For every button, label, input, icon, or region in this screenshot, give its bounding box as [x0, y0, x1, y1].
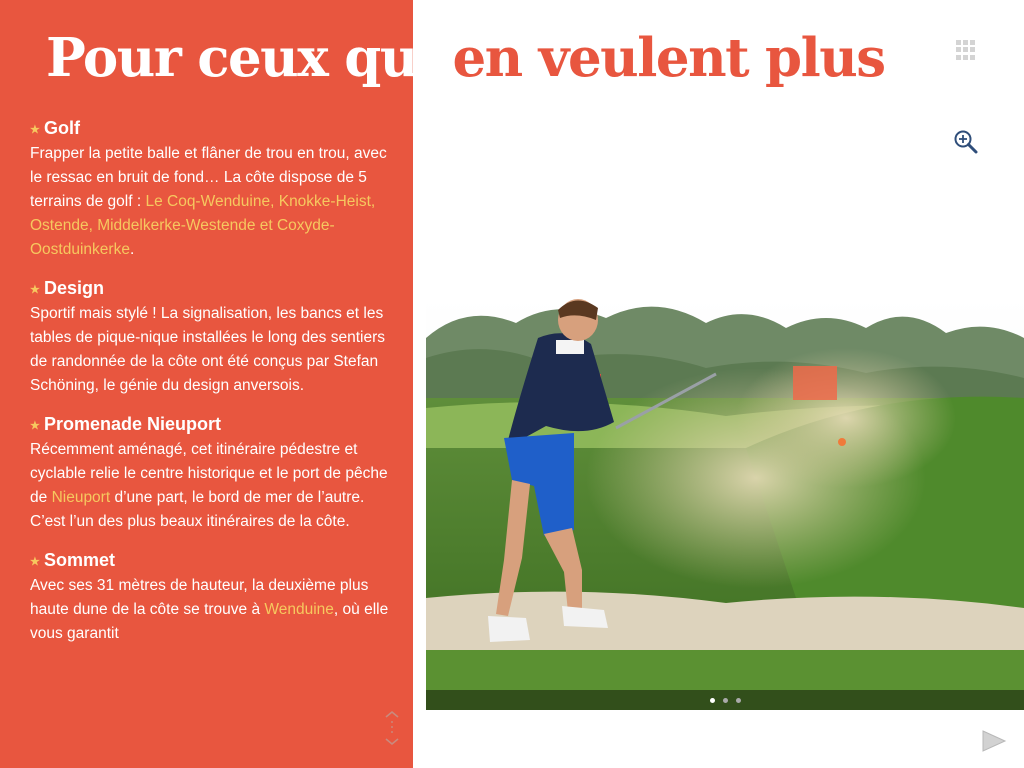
gallery-dot[interactable]: [736, 698, 741, 703]
section-heading-text: Design: [44, 278, 105, 298]
grid-dot: [963, 47, 968, 52]
body-text: Sportif mais stylé ! La signalisation, les bancs et les tables de pique-nique installées le long des sentiers de randonnée de la côte ont été conçus par Stefan Schöning, le génie du design anversois.: [30, 305, 386, 394]
star-bullet-icon: ★: [30, 556, 40, 568]
next-arrow-icon[interactable]: [980, 728, 1008, 754]
grid-dot: [970, 55, 975, 60]
body-text: , où elle vous garantit: [30, 601, 389, 642]
section-design: [30, 276, 400, 398]
section-body: [30, 438, 400, 534]
star-bullet-icon: ★: [30, 284, 40, 296]
section-body: [30, 574, 400, 646]
grid-dot: [963, 40, 968, 45]
section-promenade: [30, 412, 400, 534]
wenduine-link[interactable]: Wenduine: [264, 601, 334, 618]
golf-courses-link[interactable]: Le Coq-Wenduine, Knokke-Heist, Ostende, Middelkerke-Westende et Coxyde-Oostduinkerke: [30, 193, 376, 258]
section-heading: [30, 412, 400, 438]
grid-icon[interactable]: [956, 40, 976, 60]
star-bullet-icon: ★: [30, 420, 40, 432]
zoom-in-icon[interactable]: [953, 129, 979, 155]
body-text: Récemment aménagé, cet itinéraire pédestre et cyclable relie le centre historique et le port de pêche de: [30, 441, 388, 506]
section-heading-text: Promenade Nieuport: [44, 414, 222, 434]
body-text: d’une part, le bord de mer de l’autre. C’est l’un des plus beaux itinéraires de la côte.: [30, 489, 365, 530]
section-sommet: [30, 548, 400, 646]
section-heading: [30, 548, 400, 574]
gallery-dot[interactable]: [723, 698, 728, 703]
scroll-fade: [0, 728, 413, 768]
article-content: [30, 116, 400, 660]
section-heading-text: Golf: [44, 118, 80, 138]
page-title: [46, 20, 885, 96]
section-body: [30, 302, 400, 398]
grid-dot: [970, 47, 975, 52]
grid-dot: [956, 55, 961, 60]
section-heading-text: Sommet: [44, 550, 116, 570]
body-text: .: [129, 241, 135, 258]
golf-photo-gallery[interactable]: [426, 298, 1024, 710]
section-body: [30, 142, 400, 262]
star-bullet-icon: ★: [30, 124, 40, 136]
golf-photo: [426, 298, 1024, 710]
grid-dot: [970, 40, 975, 45]
body-text: Avec ses 31 mètres de hauteur, la deuxième plus haute dune de la côte se trouve à: [30, 577, 369, 618]
title-part-red: en veulent plus: [452, 27, 885, 89]
scroll-indicator-icon[interactable]: [381, 708, 403, 748]
section-golf: [30, 116, 400, 262]
grid-dot: [956, 40, 961, 45]
left-text-panel: [0, 0, 413, 768]
grid-dot: [963, 55, 968, 60]
grid-dot: [956, 47, 961, 52]
nieuport-link[interactable]: Nieuport: [51, 489, 111, 506]
section-heading: [30, 116, 400, 142]
title-part-white: Pour ceux qui: [46, 27, 453, 89]
gallery-pagination: [426, 690, 1024, 710]
gallery-dot[interactable]: [710, 698, 715, 703]
section-heading: [30, 276, 400, 302]
body-text: Frapper la petite balle et flâner de trou en trou, avec le ressac en bruit de fond… La côte dispose de 5 terrains de golf :: [30, 145, 387, 210]
